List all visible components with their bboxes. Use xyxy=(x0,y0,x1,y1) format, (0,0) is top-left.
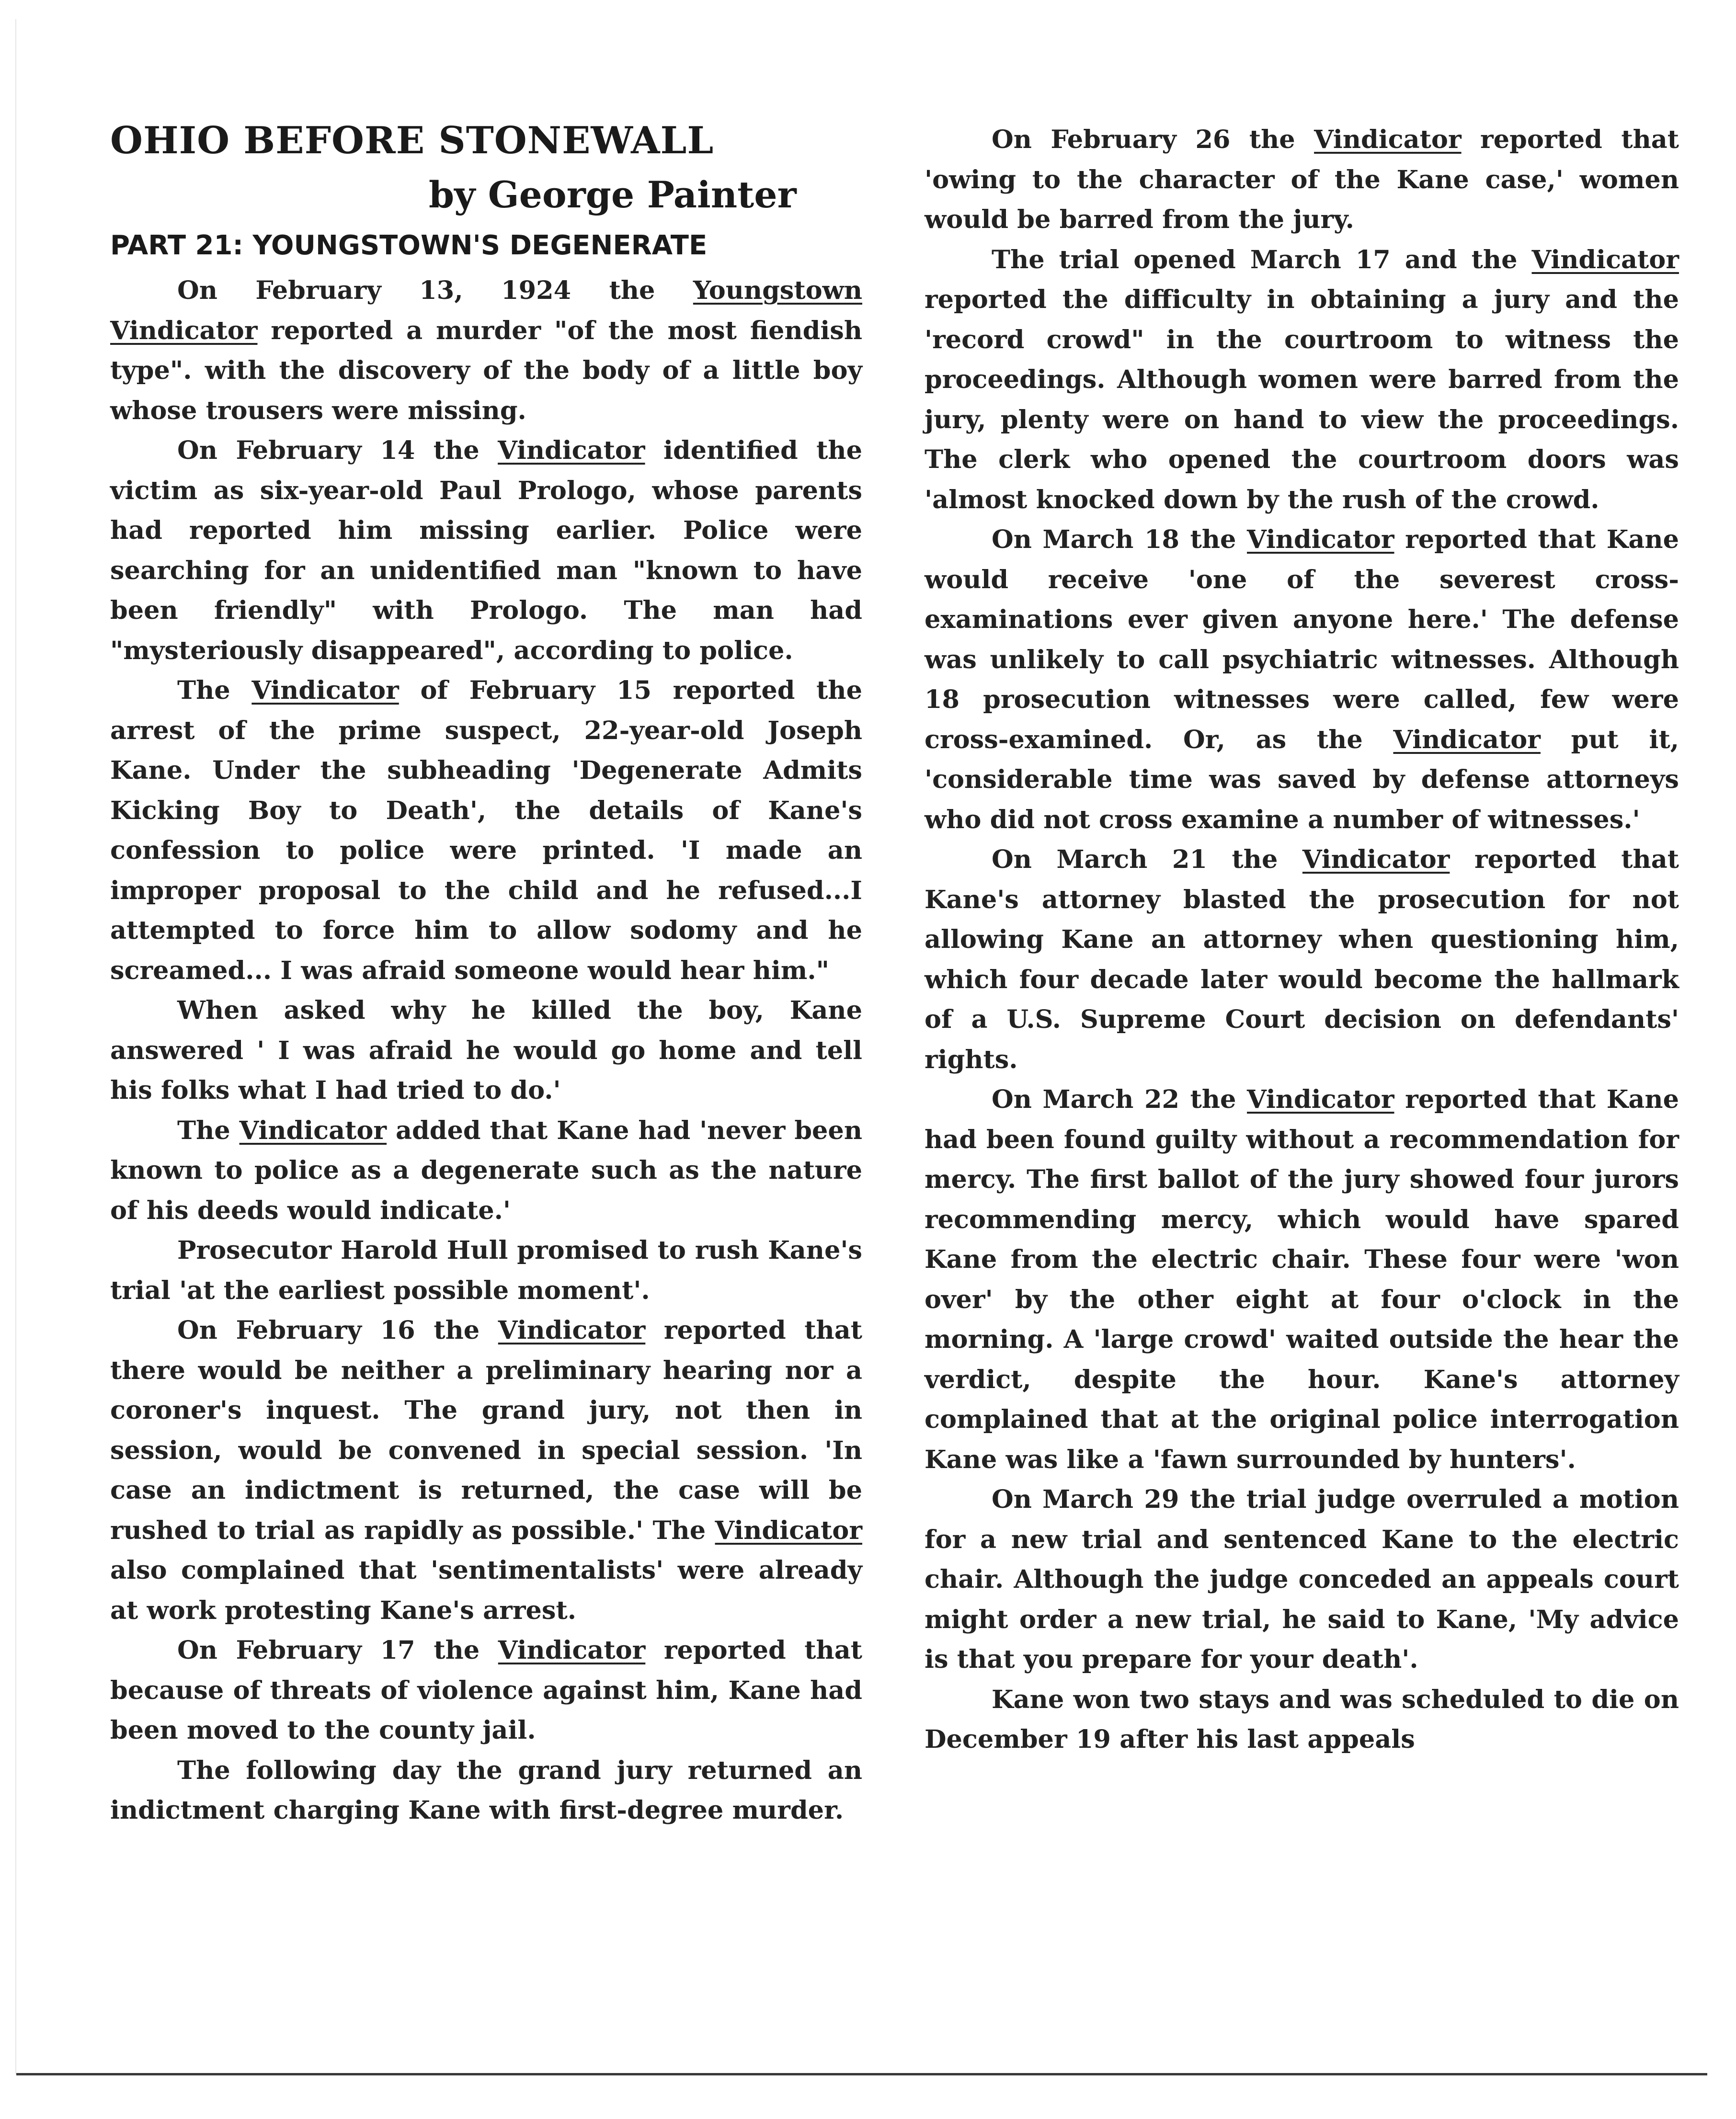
paragraph-text: The xyxy=(177,1116,240,1145)
paragraph xyxy=(110,1751,862,1831)
article-title: OHIO BEFORE STONEWALL xyxy=(110,119,714,162)
publication-name: Vindicator xyxy=(1531,245,1679,274)
paragraph-text: On February 26 the xyxy=(992,125,1314,154)
publication-name: Youngstown Vindicator xyxy=(110,276,862,345)
paragraph xyxy=(110,271,862,431)
paragraph-text: put it, 'considerable time was saved by defense attorneys who did not cross examine a number of witnesses.' xyxy=(925,725,1679,834)
paragraph-text: reported the difficulty in obtaining a jury and the 'record crowd" in the courtroom to witness the proceedings. Although women were barred from the jury, plenty were on hand to view the proceedings. The clerk who opened the courtroom doors was 'almost knocked down by the rush of the crowd. xyxy=(925,285,1679,514)
paragraph-text: When asked why he killed the boy, Kane answered ' I was afraid he would go home and tell his folks what I had tried to do.' xyxy=(110,996,862,1105)
bottom-rule xyxy=(16,2073,1707,2075)
paragraph xyxy=(925,120,1679,240)
publication-name: Vindicator xyxy=(1247,1085,1394,1114)
paragraph-text: reported that Kane would receive 'one of the severest cross-examinations ever given anyone here.' The defense was unlikely to call psychiatric witnesses. Although 18 prosecution witnesses were called, few were cross-examined. Or, as the xyxy=(925,525,1679,754)
paragraph-text: On March 21 the xyxy=(992,845,1302,874)
paragraph-text: reported that because of threats of violence against him, Kane had been moved to the county jail. xyxy=(110,1636,862,1745)
part-heading: PART 21: YOUNGSTOWN'S DEGENERATE xyxy=(110,230,708,261)
right-column xyxy=(925,120,1679,1760)
paragraph xyxy=(925,1680,1679,1760)
publication-name: Vindicator xyxy=(251,676,399,705)
paragraph-text: reported that Kane had been found guilty without a recommendation for mercy. The first ballot of the jury showed four jurors recommending mercy, which would have spared Kane from the electric chair. These four were 'won over' by the other eight at four o'clock in the morning. A 'large crowd' waited outside the hear the verdict, despite the hour. Kane's attorney complained that at the original police interrogation Kane was like a 'fawn surrounded by hunters'. xyxy=(925,1085,1679,1474)
paragraph-text: The xyxy=(177,676,252,705)
publication-name: Vindicator xyxy=(239,1116,387,1145)
left-column xyxy=(110,271,862,1831)
paragraph-text: identified the victim as six-year-old Paul Prologo, whose parents had reported him missing earlier. Police were searching for an unidentified man "known to have been friendly" with Prologo. The man had "mysteriously disappeared", according to police. xyxy=(110,436,862,665)
page-edge xyxy=(15,19,16,2074)
paragraph-text: On February 14 the xyxy=(177,436,498,465)
publication-name: Vindicator xyxy=(1314,125,1462,154)
paragraph-text: reported a murder "of the most fiendish type". with the discovery of the body of a little boy whose trousers were missing. xyxy=(110,316,862,425)
paragraph xyxy=(110,1630,862,1751)
paragraph xyxy=(110,431,862,671)
publication-name: Vindicator xyxy=(498,436,645,465)
paragraph xyxy=(925,240,1679,520)
paragraph-text: The trial opened March 17 and the xyxy=(992,245,1532,274)
paragraph xyxy=(110,1111,862,1231)
paragraph xyxy=(925,520,1679,840)
paragraph-text: On March 29 the trial judge overruled a motion for a new trial and sentenced Kane to the electric chair. Although the judge conceded an appeals court might order a new trial, he said to Kane, 'My advice is that you prepare for your death'. xyxy=(925,1485,1679,1674)
paragraph-text: On February 13, 1924 the xyxy=(177,276,693,305)
article-byline: by George Painter xyxy=(429,173,797,216)
publication-name: Vindicator xyxy=(498,1316,646,1345)
paragraph xyxy=(925,1080,1679,1480)
paragraph-text: Kane won two stays and was scheduled to die on December 19 after his last appeals xyxy=(925,1685,1679,1754)
paragraph xyxy=(110,671,862,991)
paragraph-text: On March 18 the xyxy=(992,525,1247,554)
paragraph xyxy=(110,991,862,1111)
paragraph-text: reported that there would be neither a preliminary hearing nor a coroner's inquest. The grand jury, not then in session, would be convened in special session. 'In case an indictment is returned, the case will be rushed to trial as rapidly as possible.' The xyxy=(110,1316,862,1545)
publication-name: Vindicator xyxy=(1302,845,1450,874)
paragraph-text: reported that 'owing to the character of the Kane case,' women would be barred from the jury. xyxy=(925,125,1679,234)
paragraph-text: reported that Kane's attorney blasted the prosecution for not allowing Kane an attorney when questioning him, which four decade later would become the hallmark of a U.S. Supreme Court decision on defendants' rights. xyxy=(925,845,1679,1074)
paragraph xyxy=(925,840,1679,1080)
paragraph-text: also complained that 'sentimentalists' were already at work protesting Kane's arrest. xyxy=(110,1556,862,1625)
publication-name: Vindicator xyxy=(1247,525,1394,554)
paragraph-text: On March 22 the xyxy=(992,1085,1247,1114)
publication-name: Vindicator xyxy=(498,1636,646,1665)
publication-name: Vindicator xyxy=(1393,725,1541,754)
publication-name: Vindicator xyxy=(715,1515,862,1545)
paragraph-text: On February 17 the xyxy=(177,1636,498,1665)
paragraph-text: On February 16 the xyxy=(177,1316,498,1345)
paragraph xyxy=(110,1230,862,1310)
paragraph xyxy=(110,1310,862,1630)
paragraph xyxy=(925,1480,1679,1680)
paragraph-text: Prosecutor Harold Hull promised to rush Kane's trial 'at the earliest possible moment'. xyxy=(110,1236,862,1305)
paragraph-text: of February 15 reported the arrest of the prime suspect, 22-year-old Joseph Kane. Under the subheading 'Degenerate Admits Kicking Boy to Death', the details of Kane's confession to police were printed. 'I made an improper proposal to the child and he refused...I attempted to force him to allow sodomy and he screamed... I was afraid someone would hear him." xyxy=(110,676,862,985)
paragraph-text: added that Kane had 'never been known to police as a degenerate such as the nature of his deeds would indicate.' xyxy=(110,1116,862,1225)
paragraph-text: The following day the grand jury returned an indictment charging Kane with first-degree murder. xyxy=(110,1755,862,1825)
